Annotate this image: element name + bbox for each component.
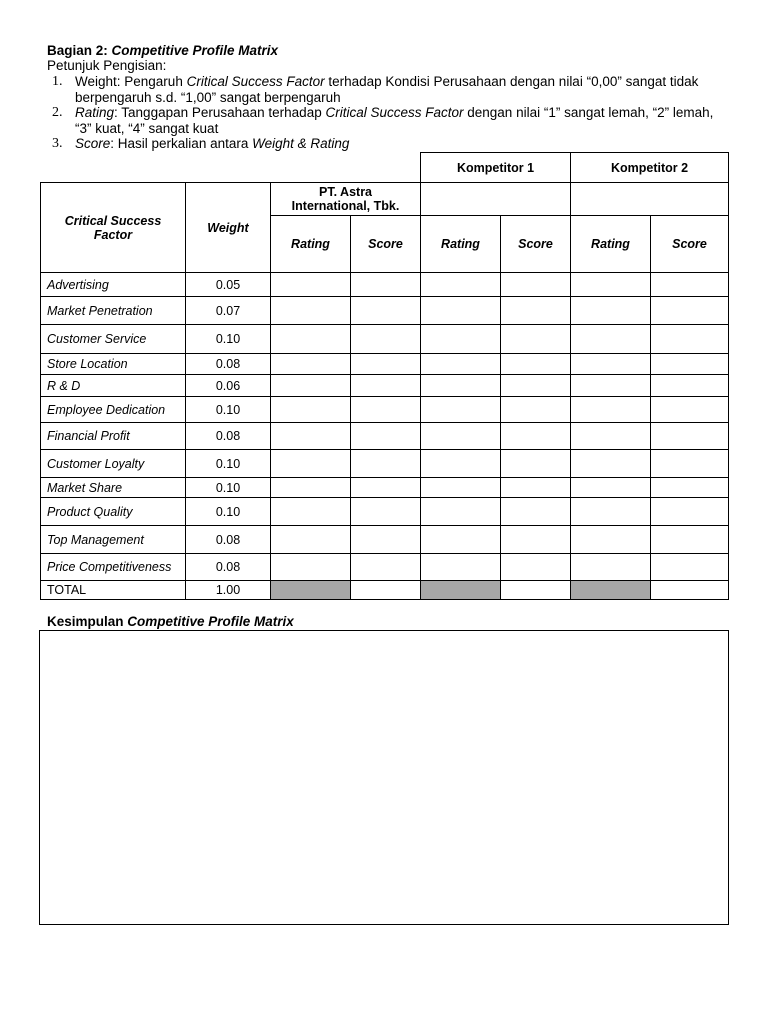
weight-cell: 0.06 [186,375,271,397]
company-score-cell[interactable] [351,273,421,297]
weight-cell: 0.10 [186,450,271,478]
instructions-label: Petunjuk Pengisian: [47,58,167,73]
instruction-text: terhadap Kondisi Perusahaan dengan nilai “0,00” sangat tidak berpengaruh s.d. “1,00” sangat berpengaruh [75,74,699,105]
table-row [41,354,729,375]
competitor-2-score-cell[interactable] [651,273,729,297]
factor-cell: Advertising [41,273,186,297]
weight-cell: 0.10 [186,397,271,423]
competitor-1-rating-cell[interactable] [421,450,501,478]
table-row [41,375,729,397]
table-row [41,526,729,554]
weight-cell: 0.10 [186,498,271,526]
competitor-2-score-cell[interactable] [651,423,729,450]
weight-cell: 0.05 [186,273,271,297]
company-rating-cell[interactable] [271,397,351,423]
competitor-1-score-cell[interactable] [501,375,571,397]
company-rating-cell[interactable] [271,273,351,297]
competitor-1-rating-cell[interactable] [421,273,501,297]
competitor-2-score-header: Score [650,215,729,273]
company-score-cell[interactable] [351,478,421,498]
company-score-cell[interactable] [351,397,421,423]
company-rating-cell[interactable] [271,354,351,375]
company-rating-cell[interactable] [271,297,351,325]
conclusion-heading [47,614,294,629]
competitor-2-rating-cell[interactable] [571,297,651,325]
instruction-term: Weight & Rating [252,136,350,151]
conclusion-title: Competitive Profile Matrix [127,614,294,629]
company-score-cell[interactable] [351,526,421,554]
factor-cell: Market Share [41,478,186,498]
competitor-2-rating-cell[interactable] [571,325,651,354]
total-weight: 1.00 [186,581,271,600]
competitor-2-score-total-cell[interactable] [651,581,729,600]
instruction-term: Score [75,136,111,151]
critical-success-factor-header: Critical Success Factor [40,182,186,273]
competitor-2-score-cell[interactable] [651,526,729,554]
competitor-1-score-cell[interactable] [501,354,571,375]
factor-cell: Employee Dedication [41,397,186,423]
competitor-1-rating-cell[interactable] [421,423,501,450]
competitor-2-name-cell[interactable] [570,182,729,216]
competitor-1-rating-cell[interactable] [421,478,501,498]
instruction-item-2 [47,105,717,136]
competitor-1-rating-cell[interactable] [421,325,501,354]
factor-cell: Customer Loyalty [41,450,186,478]
competitor-2-rating-cell[interactable] [571,498,651,526]
weight-cell: 0.08 [186,354,271,375]
instruction-term: Rating [75,105,115,120]
competitor-1-rating-header: Rating [420,215,501,273]
company-rating-cell[interactable] [271,450,351,478]
competitor-2-score-cell[interactable] [651,354,729,375]
total-row [41,581,729,600]
instruction-text: : Tanggapan Perusahaan terhadap [114,105,326,120]
competitor-2-score-cell[interactable] [651,450,729,478]
competitor-2-rating-cell[interactable] [571,273,651,297]
instructions-list [47,74,717,152]
competitor-2-score-cell[interactable] [651,397,729,423]
company-rating-cell[interactable] [271,423,351,450]
competitor-2-rating-total-cell [571,581,651,600]
company-score-cell[interactable] [351,375,421,397]
conclusion-prefix: Kesimpulan [47,614,128,629]
instruction-term: Critical Success Factor [325,105,464,120]
weight-header: Weight [185,182,271,273]
company-header: PT. Astra International, Tbk. [270,182,421,216]
company-score-header: Score [350,215,421,273]
section-heading [47,43,278,58]
company-score-total-cell[interactable] [351,581,421,600]
competitor-1-score-cell[interactable] [501,478,571,498]
competitor-2-score-cell[interactable] [651,325,729,354]
competitor-1-score-cell[interactable] [501,273,571,297]
company-score-cell[interactable] [351,423,421,450]
weight-cell: 0.10 [186,478,271,498]
competitor-1-name-cell[interactable] [420,182,571,216]
factor-cell: Customer Service [41,325,186,354]
instruction-number: 1. [52,74,63,89]
competitor-2-rating-cell[interactable] [571,397,651,423]
competitor-2-score-cell[interactable] [651,375,729,397]
company-rating-cell[interactable] [271,526,351,554]
competitor-1-score-cell[interactable] [501,423,571,450]
weight-cell: 0.07 [186,297,271,325]
weight-cell: 0.08 [186,423,271,450]
company-score-cell[interactable] [351,354,421,375]
competitor-2-rating-cell[interactable] [571,450,651,478]
conclusion-box[interactable] [39,630,729,925]
competitor-2-score-cell[interactable] [651,554,729,581]
company-rating-cell[interactable] [271,325,351,354]
weight-cell: 0.08 [186,526,271,554]
factor-cell: Financial Profit [41,423,186,450]
competitor-1-score-cell[interactable] [501,450,571,478]
competitor-1-rating-cell[interactable] [421,354,501,375]
competitor-1-header: Kompetitor 1 [420,152,571,183]
table-row [41,297,729,325]
factor-cell: Price Competitiveness [41,554,186,581]
competitor-1-score-cell[interactable] [501,297,571,325]
instruction-item-1 [47,74,717,105]
competitor-1-rating-total-cell [421,581,501,600]
competitor-2-rating-cell[interactable] [571,354,651,375]
factor-cell: Store Location [41,354,186,375]
competitor-1-score-cell[interactable] [501,397,571,423]
competitor-2-score-cell[interactable] [651,478,729,498]
weight-cell: 0.10 [186,325,271,354]
competitor-2-rating-header: Rating [570,215,651,273]
competitor-1-score-cell[interactable] [501,498,571,526]
competitor-2-rating-cell[interactable] [571,375,651,397]
competitor-2-rating-cell[interactable] [571,478,651,498]
factor-cell: Product Quality [41,498,186,526]
company-rating-cell[interactable] [271,498,351,526]
instruction-number: 2. [52,105,63,120]
competitor-2-score-cell[interactable] [651,498,729,526]
table-row [41,423,729,450]
competitor-2-rating-cell[interactable] [571,554,651,581]
instruction-term: Critical Success Factor [186,74,325,89]
instruction-text: dengan nilai “1” sangat lemah, “2” lemah, “3” kuat, “4” sangat kuat [75,105,714,136]
company-rating-cell[interactable] [271,375,351,397]
company-score-cell[interactable] [351,450,421,478]
weight-cell: 0.08 [186,554,271,581]
company-score-cell[interactable] [351,297,421,325]
cpm-table [40,272,729,600]
factor-cell: Top Management [41,526,186,554]
table-row [41,554,729,581]
competitor-1-rating-cell[interactable] [421,498,501,526]
competitor-1-score-cell[interactable] [501,554,571,581]
table-row [41,325,729,354]
competitor-1-score-cell[interactable] [501,526,571,554]
instruction-text: Weight: Pengaruh [75,74,187,89]
table-row [41,498,729,526]
factor-cell: R & D [41,375,186,397]
instruction-text: : Hasil perkalian antara [110,136,253,151]
competitor-1-score-cell[interactable] [501,325,571,354]
section-title: Competitive Profile Matrix [111,43,279,58]
section-prefix: Bagian 2: [47,43,112,58]
competitor-2-rating-cell[interactable] [571,526,651,554]
table-row [41,478,729,498]
company-rating-total-cell [271,581,351,600]
competitor-1-rating-cell[interactable] [421,375,501,397]
instruction-number: 3. [52,136,63,151]
company-rating-cell[interactable] [271,554,351,581]
competitor-2-rating-cell[interactable] [571,423,651,450]
company-score-cell[interactable] [351,325,421,354]
company-score-cell[interactable] [351,554,421,581]
competitor-1-rating-cell[interactable] [421,297,501,325]
competitor-1-score-total-cell[interactable] [501,581,571,600]
competitor-1-rating-cell[interactable] [421,526,501,554]
competitor-2-score-cell[interactable] [651,297,729,325]
company-rating-cell[interactable] [271,478,351,498]
company-score-cell[interactable] [351,498,421,526]
competitor-1-score-header: Score [500,215,571,273]
competitor-1-rating-cell[interactable] [421,397,501,423]
table-row [41,273,729,297]
company-rating-header: Rating [270,215,351,273]
table-row [41,397,729,423]
competitor-1-rating-cell[interactable] [421,554,501,581]
competitor-2-header: Kompetitor 2 [570,152,729,183]
instruction-item-3 [47,136,717,152]
total-label: TOTAL [41,581,186,600]
factor-cell: Market Penetration [41,297,186,325]
table-row [41,450,729,478]
